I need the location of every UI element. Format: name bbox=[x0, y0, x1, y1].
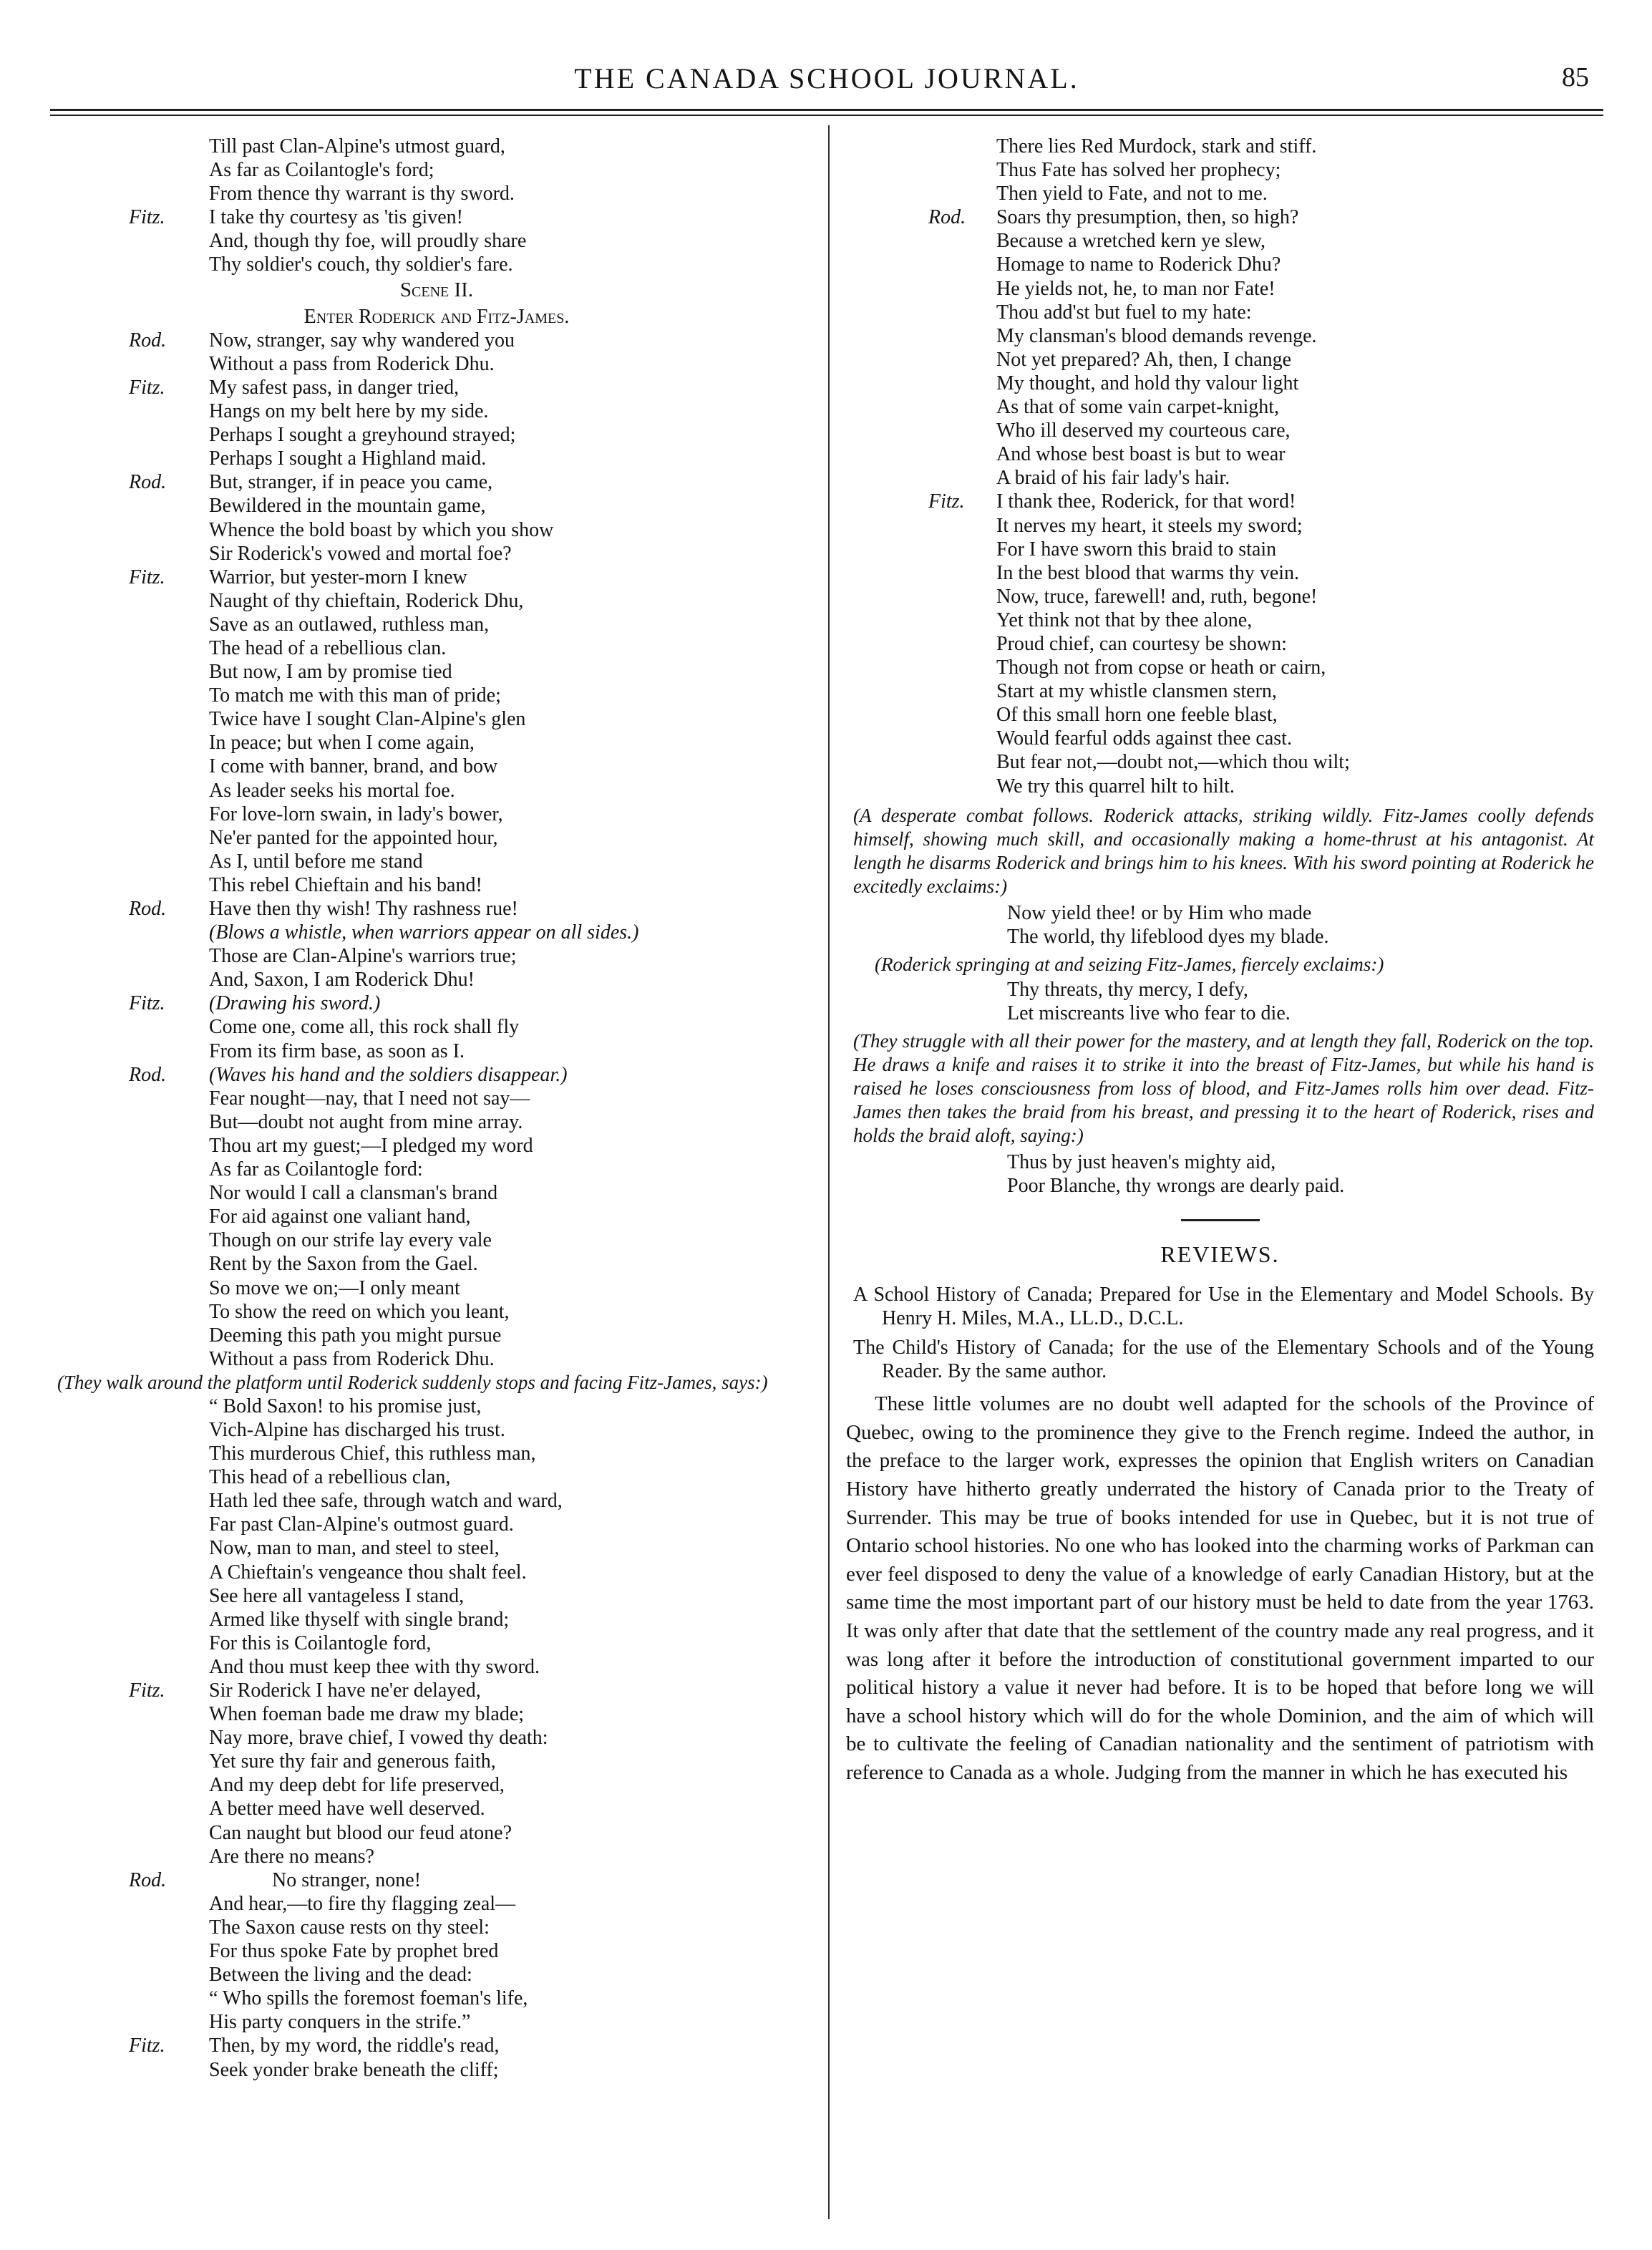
verse-line bbox=[57, 2034, 816, 2057]
verse-line bbox=[57, 1726, 816, 1750]
verse-text: Armed like thyself with single brand; bbox=[209, 1608, 510, 1631]
verse-line bbox=[57, 1228, 816, 1252]
verse-line bbox=[57, 1655, 816, 1679]
verse-line bbox=[57, 1181, 816, 1205]
verse-line bbox=[57, 1513, 816, 1536]
speaker-label: Fitz. bbox=[129, 206, 165, 229]
verse-text: Yet think not that by thee alone, bbox=[996, 608, 1253, 631]
verse-line bbox=[839, 419, 1601, 442]
verse-line bbox=[57, 1536, 816, 1560]
page-number: 85 bbox=[1562, 62, 1589, 92]
verse-line bbox=[839, 978, 1601, 1002]
verse-text: And, Saxon, I am Roderick Dhu! bbox=[209, 969, 475, 991]
verse-text: For thus spoke Fate by prophet bred bbox=[209, 1940, 499, 1963]
verse-line bbox=[57, 731, 816, 755]
verse-line bbox=[57, 566, 816, 589]
verse-text: For this is Coilantogle ford, bbox=[209, 1631, 432, 1654]
verse-line bbox=[57, 1015, 816, 1039]
verse-line bbox=[57, 991, 816, 1015]
verse-line bbox=[57, 518, 816, 542]
verse-text: Save as an outlawed, ruthless man, bbox=[209, 613, 490, 636]
verse-text: Perhaps I sought a Highland maid. bbox=[209, 447, 487, 470]
verse-line bbox=[57, 1465, 816, 1489]
verse-line bbox=[57, 1561, 816, 1584]
scene-heading: Scene II. bbox=[399, 278, 474, 301]
verse-text: To show the reed on which you leant, bbox=[209, 1300, 510, 1323]
verse-line bbox=[839, 182, 1601, 205]
verse-line bbox=[57, 1868, 816, 1892]
verse-text: Hangs on my belt here by my side. bbox=[209, 400, 489, 423]
verse-text: Thy threats, thy mercy, I defy, bbox=[1007, 978, 1248, 1001]
verse-text: Now, man to man, and steel to steel, bbox=[209, 1537, 500, 1560]
verse-text: Thy soldier's couch, thy soldier's fare. bbox=[209, 253, 513, 276]
verse-text: Can naught but blood our feud atone? bbox=[209, 1821, 512, 1844]
verse-line bbox=[57, 542, 816, 566]
verse-text: (Blows a whistle, when warriors appear on all sides.) bbox=[209, 921, 639, 944]
verse-text: Thou add'st but fuel to my hate: bbox=[996, 301, 1252, 324]
verse-text: As that of some vain carpet-knight, bbox=[996, 396, 1280, 419]
verse-line bbox=[57, 1039, 816, 1063]
verse-block bbox=[839, 978, 1601, 1025]
verse-line bbox=[57, 1702, 816, 1726]
verse-line bbox=[839, 514, 1601, 538]
verse-line bbox=[839, 679, 1601, 703]
verse-line bbox=[839, 750, 1601, 774]
verse-line bbox=[57, 1063, 816, 1087]
verse-line bbox=[57, 158, 816, 182]
verse-line bbox=[57, 613, 816, 636]
verse-line bbox=[57, 1750, 816, 1773]
verse-line bbox=[839, 632, 1601, 656]
verse-text: As I, until before me stand bbox=[209, 850, 423, 873]
verse-line bbox=[57, 873, 816, 897]
verse-text: Seek yonder brake beneath the cliff; bbox=[209, 2058, 499, 2081]
verse-text: No stranger, none! bbox=[272, 1868, 422, 1891]
verse-text: Whence the bold boast by which you show bbox=[209, 518, 554, 541]
verse-text: Rent by the Saxon from the Gael. bbox=[209, 1253, 478, 1276]
verse-text: Now, truce, farewell! and, ruth, begone! bbox=[996, 585, 1318, 608]
verse-line bbox=[57, 1821, 816, 1845]
verse-line bbox=[57, 1797, 816, 1820]
speaker-label: Fitz. bbox=[129, 992, 165, 1015]
verse-text: Fear nought—nay, that I need not say— bbox=[209, 1087, 530, 1110]
verse-line bbox=[57, 1845, 816, 1868]
verse-line bbox=[57, 660, 816, 684]
verse-text: From its firm base, as soon as I. bbox=[209, 1039, 465, 1062]
verse-line bbox=[57, 1110, 816, 1134]
verse-line bbox=[57, 589, 816, 613]
review-text: These little volumes are no doubt well adapted for the schools of the Province of Quebec, owing to the prominence they give to the French regime. Indeed the author, in the preface to the larger work, expresses the opinion that English writers on Canadian History have hitherto greatly underrated the history of Canada prior to the Treaty of Surrender. This may be true of books intended for use in Quebec, but it is not true of Ontario school histories. No one who has looked into the charming works of Parkman can ever feel disposed to deny the value of a knowledge of early Canadian History, but at the same time the most important part of our history must be held to date from the year 1763. It was only after that date that the settlement of the country made any real progress, and it was long after it before the introduction of constitutional government imparted to our political history a value it never had before. It is to be hoped that before long we will have a school history which will do for the whole Dominion, and the aim of which will be to cultivate the feeling of Canadian nationality and the sentiment of patriotism with reference to Canada as a whole. Judging from the manner in which he has executed his bbox=[846, 1392, 1594, 1784]
verse-text: (Waves his hand and the soldiers disappear.) bbox=[209, 1063, 568, 1086]
verse-text: Thou art my guest;—I pledged my word bbox=[209, 1134, 533, 1157]
verse-text: Of this small horn one feeble blast, bbox=[996, 704, 1278, 727]
verse-line bbox=[839, 348, 1601, 372]
verse-line bbox=[57, 1347, 816, 1371]
page-header bbox=[50, 57, 1603, 107]
verse-text: My thought, and hold thy valour light bbox=[996, 372, 1299, 394]
verse-line bbox=[839, 703, 1601, 727]
verse-text: But fear not,—doubt not,—which thou wilt; bbox=[996, 751, 1350, 774]
verse-text: As far as Coilantogle ford: bbox=[209, 1158, 423, 1181]
verse-text: His party conquers in the strife.” bbox=[209, 2011, 471, 2034]
verse-text: This murderous Chief, this ruthless man, bbox=[209, 1442, 536, 1465]
dialogue-verse bbox=[57, 329, 816, 1371]
verse-text: I thank thee, Roderick, for that word! bbox=[996, 490, 1296, 513]
verse-line bbox=[839, 229, 1601, 253]
verse-line bbox=[57, 447, 816, 470]
verse-line bbox=[57, 2058, 816, 2082]
verse-line bbox=[839, 608, 1601, 632]
verse-block bbox=[839, 1150, 1601, 1198]
verse-line bbox=[57, 1631, 816, 1655]
verse-text: Between the living and the dead: bbox=[209, 1964, 472, 1987]
verse-text: Nor would I call a clansman's brand bbox=[209, 1182, 498, 1205]
verse-text: Bewildered in the mountain game, bbox=[209, 495, 486, 518]
speaker-label: Fitz. bbox=[129, 2035, 165, 2057]
verse-text: There lies Red Murdock, stark and stiff. bbox=[996, 135, 1317, 157]
verse-text: As leader seeks his mortal foe. bbox=[209, 779, 455, 802]
verse-line bbox=[57, 399, 816, 423]
verse-text: (Drawing his sword.) bbox=[209, 992, 381, 1015]
verse-text: Far past Clan-Alpine's outmost guard. bbox=[209, 1513, 514, 1536]
scene-direction: Enter Roderick and Fitz-James. bbox=[303, 305, 570, 328]
verse-line bbox=[57, 826, 816, 850]
speaker-label: Fitz. bbox=[129, 376, 165, 399]
reviews-heading: REVIEWS. bbox=[1160, 1241, 1280, 1268]
opening-verse bbox=[839, 135, 1601, 798]
stage-direction: (Roderick springing at and seizing Fitz-James, fiercely exclaims:) bbox=[875, 953, 1384, 975]
right-column bbox=[839, 135, 1601, 1788]
verse-text: For I have sworn this braid to stain bbox=[996, 538, 1277, 561]
verse-line bbox=[839, 253, 1601, 276]
verse-line bbox=[57, 755, 816, 778]
verse-text: Without a pass from Roderick Dhu. bbox=[209, 1347, 495, 1370]
column-divider bbox=[828, 125, 830, 2219]
speaker-label: Fitz. bbox=[129, 566, 165, 588]
verse-line bbox=[839, 727, 1601, 750]
verse-line bbox=[57, 1134, 816, 1158]
journal-title: THE CANADA SCHOOL JOURNAL. bbox=[574, 62, 1079, 94]
verse-text: To match me with this man of pride; bbox=[209, 684, 501, 707]
verse-text: Start at my whistle clansmen stern, bbox=[996, 680, 1277, 703]
verse-line bbox=[57, 1205, 816, 1228]
verse-line bbox=[57, 944, 816, 968]
verse-text: And hear,—to fire thy flagging zeal— bbox=[209, 1892, 516, 1915]
verse-text: Those are Clan-Alpine's warriors true; bbox=[209, 945, 517, 968]
verse-line bbox=[839, 158, 1601, 182]
verse-text: Warrior, but yester-morn I knew bbox=[209, 566, 467, 588]
section-rule bbox=[1181, 1219, 1260, 1221]
verse-text: Till past Clan-Alpine's utmost guard, bbox=[209, 135, 505, 157]
verse-text: Sir Roderick's vowed and mortal foe? bbox=[209, 542, 512, 565]
verse-line bbox=[839, 1150, 1601, 1174]
verse-line bbox=[57, 1324, 816, 1347]
verse-text: Deeming this path you might pursue bbox=[209, 1324, 502, 1347]
verse-line bbox=[57, 423, 816, 447]
verse-line bbox=[57, 2010, 816, 2034]
verse-text: Yet sure thy fair and generous faith, bbox=[209, 1750, 496, 1773]
verse-text: “ Who spills the foremost foeman's life, bbox=[209, 1987, 528, 2010]
verse-line bbox=[57, 253, 816, 276]
verse-line bbox=[57, 779, 816, 802]
verse-line bbox=[839, 277, 1601, 301]
verse-text: For love-lorn swain, in lady's bower, bbox=[209, 802, 503, 825]
verse-block bbox=[839, 901, 1601, 949]
verse-text: Nay more, brave chief, I vowed thy death: bbox=[209, 1727, 548, 1750]
verse-line bbox=[57, 1892, 816, 1916]
verse-text: The world, thy lifeblood dyes my blade. bbox=[1007, 925, 1329, 948]
verse-line bbox=[57, 897, 816, 921]
verse-text: Let miscreants live who fear to die. bbox=[1007, 1002, 1291, 1024]
verse-text: This head of a rebellious clan, bbox=[209, 1466, 451, 1489]
verse-text: We try this quarrel hilt to hilt. bbox=[996, 775, 1235, 797]
verse-text: From thence thy warrant is thy sword. bbox=[209, 183, 515, 205]
verse-line bbox=[839, 490, 1601, 513]
verse-text: Though on our strife lay every vale bbox=[209, 1229, 492, 1252]
verse-line bbox=[839, 372, 1601, 395]
verse-text: It nerves my heart, it steels my sword; bbox=[996, 514, 1303, 537]
verse-line bbox=[839, 901, 1601, 925]
verse-text: Thus by just heaven's mighty aid, bbox=[1007, 1151, 1276, 1173]
verse-line bbox=[57, 850, 816, 873]
verse-text: “ Bold Saxon! to his promise just, bbox=[209, 1395, 482, 1417]
verse-text: But—doubt not aught from mine array. bbox=[209, 1110, 523, 1133]
verse-line bbox=[57, 1276, 816, 1300]
speaker-label: Fitz. bbox=[928, 490, 965, 513]
verse-line bbox=[57, 1679, 816, 1702]
verse-text: This rebel Chieftain and his band! bbox=[209, 873, 482, 896]
stage-direction: (A desperate combat follows. Roderick attacks, striking wildly. Fitz-James coolly defends himself, showing much skill, and occasionally making a home-thrust at his antagonist. At length he disarms Roderick and brings him to his knees. With his sword pointing at Roderick he excitedly exclaims:) bbox=[853, 804, 1594, 897]
verse-text: In peace; but when I come again, bbox=[209, 732, 475, 755]
speaker-label: Rod. bbox=[129, 329, 167, 351]
verse-line bbox=[57, 1158, 816, 1181]
verse-line bbox=[57, 1087, 816, 1110]
verse-text: And my deep debt for life preserved, bbox=[209, 1774, 505, 1797]
speaker-label: Rod. bbox=[928, 206, 966, 229]
verse-text: Homage to name to Roderick Dhu? bbox=[996, 253, 1281, 276]
verse-text: A braid of his fair lady's hair. bbox=[996, 467, 1230, 490]
verse-text: Because a wretched kern ye slew, bbox=[996, 230, 1266, 253]
book-entry: A School History of Canada; Prepared for Use in the Elementary and Model Schools. By Henry H. Miles, M.A., LL.D., D.C.L. bbox=[853, 1284, 1594, 1330]
verse-line bbox=[839, 442, 1601, 466]
verse-text: For aid against one valiant hand, bbox=[209, 1206, 471, 1228]
speaker-label: Rod. bbox=[129, 1868, 167, 1891]
verse-text: Soars thy presumption, then, so high? bbox=[996, 206, 1299, 229]
speaker-label: Fitz. bbox=[129, 1679, 165, 1702]
closing-verse bbox=[57, 1395, 816, 2082]
verse-line bbox=[839, 1002, 1601, 1025]
verse-text: So move we on;—I only meant bbox=[209, 1276, 460, 1299]
verse-line bbox=[57, 1987, 816, 2010]
speaker-label: Rod. bbox=[129, 1063, 167, 1086]
verse-line bbox=[839, 324, 1601, 348]
verse-line bbox=[57, 352, 816, 376]
stage-direction: (They walk around the platform until Roderick suddenly stops and facing Fitz-James, says:) bbox=[57, 1371, 768, 1393]
verse-text: The Saxon cause rests on thy steel: bbox=[209, 1916, 490, 1939]
verse-line bbox=[839, 395, 1601, 419]
verse-text: Not yet prepared? Ah, then, I change bbox=[996, 348, 1292, 371]
verse-text: Have then thy wish! Thy rashness rue! bbox=[209, 898, 518, 920]
verse-text: My clansman's blood demands revenge. bbox=[996, 324, 1317, 347]
verse-text: Vich-Alpine has discharged his trust. bbox=[209, 1418, 505, 1441]
verse-line bbox=[57, 205, 816, 229]
verse-line bbox=[839, 538, 1601, 561]
verse-line bbox=[57, 229, 816, 253]
verse-line bbox=[57, 1773, 816, 1797]
verse-line bbox=[57, 921, 816, 944]
verse-text: When foeman bade me draw my blade; bbox=[209, 1703, 525, 1726]
verse-line bbox=[57, 1300, 816, 1324]
verse-text: Come one, come all, this rock shall fly bbox=[209, 1016, 520, 1039]
verse-line bbox=[57, 707, 816, 731]
verse-text: See here all vantageless I stand, bbox=[209, 1584, 465, 1607]
speaker-label: Rod. bbox=[129, 471, 167, 494]
verse-text: The head of a rebellious clan. bbox=[209, 636, 447, 659]
verse-line bbox=[57, 1395, 816, 1418]
verse-text: Perhaps I sought a greyhound strayed; bbox=[209, 424, 516, 447]
verse-text: Hath led thee safe, through watch and ward, bbox=[209, 1490, 563, 1513]
verse-line bbox=[57, 684, 816, 707]
verse-text: Ne'er panted for the appointed hour, bbox=[209, 826, 498, 849]
verse-text: Thus Fate has solved her prophecy; bbox=[996, 159, 1281, 182]
verse-line bbox=[57, 1608, 816, 1631]
verse-line bbox=[57, 636, 816, 660]
verse-text: My safest pass, in danger tried, bbox=[209, 376, 460, 399]
verse-line bbox=[839, 1174, 1601, 1198]
verse-line bbox=[839, 466, 1601, 490]
verse-line bbox=[57, 1963, 816, 1987]
verse-line bbox=[57, 329, 816, 352]
verse-text: A better meed have well deserved. bbox=[209, 1798, 485, 1820]
verse-text: In the best blood that warms thy vein. bbox=[996, 561, 1300, 584]
verse-text: And thou must keep thee with thy sword. bbox=[209, 1655, 540, 1678]
opening-verse bbox=[57, 135, 816, 277]
verse-line bbox=[57, 1489, 816, 1513]
verse-text: Would fearful odds against thee cast. bbox=[996, 727, 1292, 750]
verse-text: Now, stranger, say why wandered you bbox=[209, 329, 515, 351]
verse-line bbox=[839, 301, 1601, 324]
verse-text: Proud chief, can courtesy be shown: bbox=[996, 632, 1287, 655]
verse-line bbox=[57, 1584, 816, 1608]
verse-text: Now yield thee! or by Him who made bbox=[1007, 901, 1312, 924]
verse-text: I come with banner, brand, and bow bbox=[209, 755, 498, 778]
verse-line bbox=[57, 494, 816, 518]
header-rule bbox=[50, 109, 1603, 116]
verse-text: I take thy courtesy as 'tis given! bbox=[209, 206, 463, 229]
verse-text: And whose best boast is but to wear bbox=[996, 443, 1286, 466]
verse-text: And, though thy foe, will proudly share bbox=[209, 230, 527, 253]
verse-line bbox=[57, 376, 816, 399]
verse-line bbox=[839, 775, 1601, 798]
left-column bbox=[57, 135, 816, 2082]
verse-text: But now, I am by promise tied bbox=[209, 661, 452, 684]
verse-line bbox=[57, 1418, 816, 1442]
verse-line bbox=[57, 182, 816, 205]
verse-line bbox=[57, 470, 816, 494]
verse-line bbox=[57, 968, 816, 991]
verse-text: Then yield to Fate, and not to me. bbox=[996, 183, 1268, 205]
verse-line bbox=[57, 1939, 816, 1963]
verse-text: But, stranger, if in peace you came, bbox=[209, 471, 493, 494]
verse-text: A Chieftain's vengeance thou shalt feel. bbox=[209, 1561, 527, 1584]
verse-line bbox=[839, 135, 1601, 158]
verse-text: Sir Roderick I have ne'er delayed, bbox=[209, 1679, 481, 1702]
speaker-label: Rod. bbox=[129, 898, 167, 920]
verse-line bbox=[839, 925, 1601, 949]
verse-text: As far as Coilantogle's ford; bbox=[209, 159, 434, 182]
verse-line bbox=[57, 802, 816, 826]
verse-line bbox=[57, 1916, 816, 1939]
verse-line bbox=[839, 656, 1601, 679]
verse-text: Though not from copse or heath or cairn, bbox=[996, 656, 1326, 679]
verse-text: Naught of thy chieftain, Roderick Dhu, bbox=[209, 589, 524, 612]
verse-line bbox=[57, 1252, 816, 1276]
verse-line bbox=[839, 561, 1601, 585]
verse-text: Twice have I sought Clan-Alpine's glen bbox=[209, 708, 526, 731]
verse-text: Then, by my word, the riddle's read, bbox=[209, 2035, 500, 2057]
verse-line bbox=[839, 205, 1601, 229]
verse-text: He yields not, he, to man nor Fate! bbox=[996, 277, 1276, 300]
verse-line bbox=[839, 585, 1601, 608]
verse-text: Who ill deserved my courteous care, bbox=[996, 420, 1291, 442]
verse-text: Poor Blanche, thy wrongs are dearly paid. bbox=[1007, 1175, 1345, 1198]
verse-text: Are there no means? bbox=[209, 1845, 374, 1868]
verse-text: Without a pass from Roderick Dhu. bbox=[209, 352, 495, 375]
book-entry: The Child's History of Canada; for the use of the Elementary Schools and of the Young Reader. By the same author. bbox=[853, 1337, 1594, 1383]
stage-direction: (They struggle with all their power for the mastery, and at length they fall, Roderick on the top. He draws a knife and raises it to strike it into the breast of Fitz-James, but while his hand is raised he loses consciousness from loss of blood, and Fitz-James rolls him over dead. Fitz-James then takes the braid from his breast, and pressing it to the heart of Roderick, rises and holds the braid aloft, saying:) bbox=[853, 1030, 1594, 1146]
verse-line bbox=[57, 135, 816, 158]
verse-line bbox=[57, 1442, 816, 1465]
